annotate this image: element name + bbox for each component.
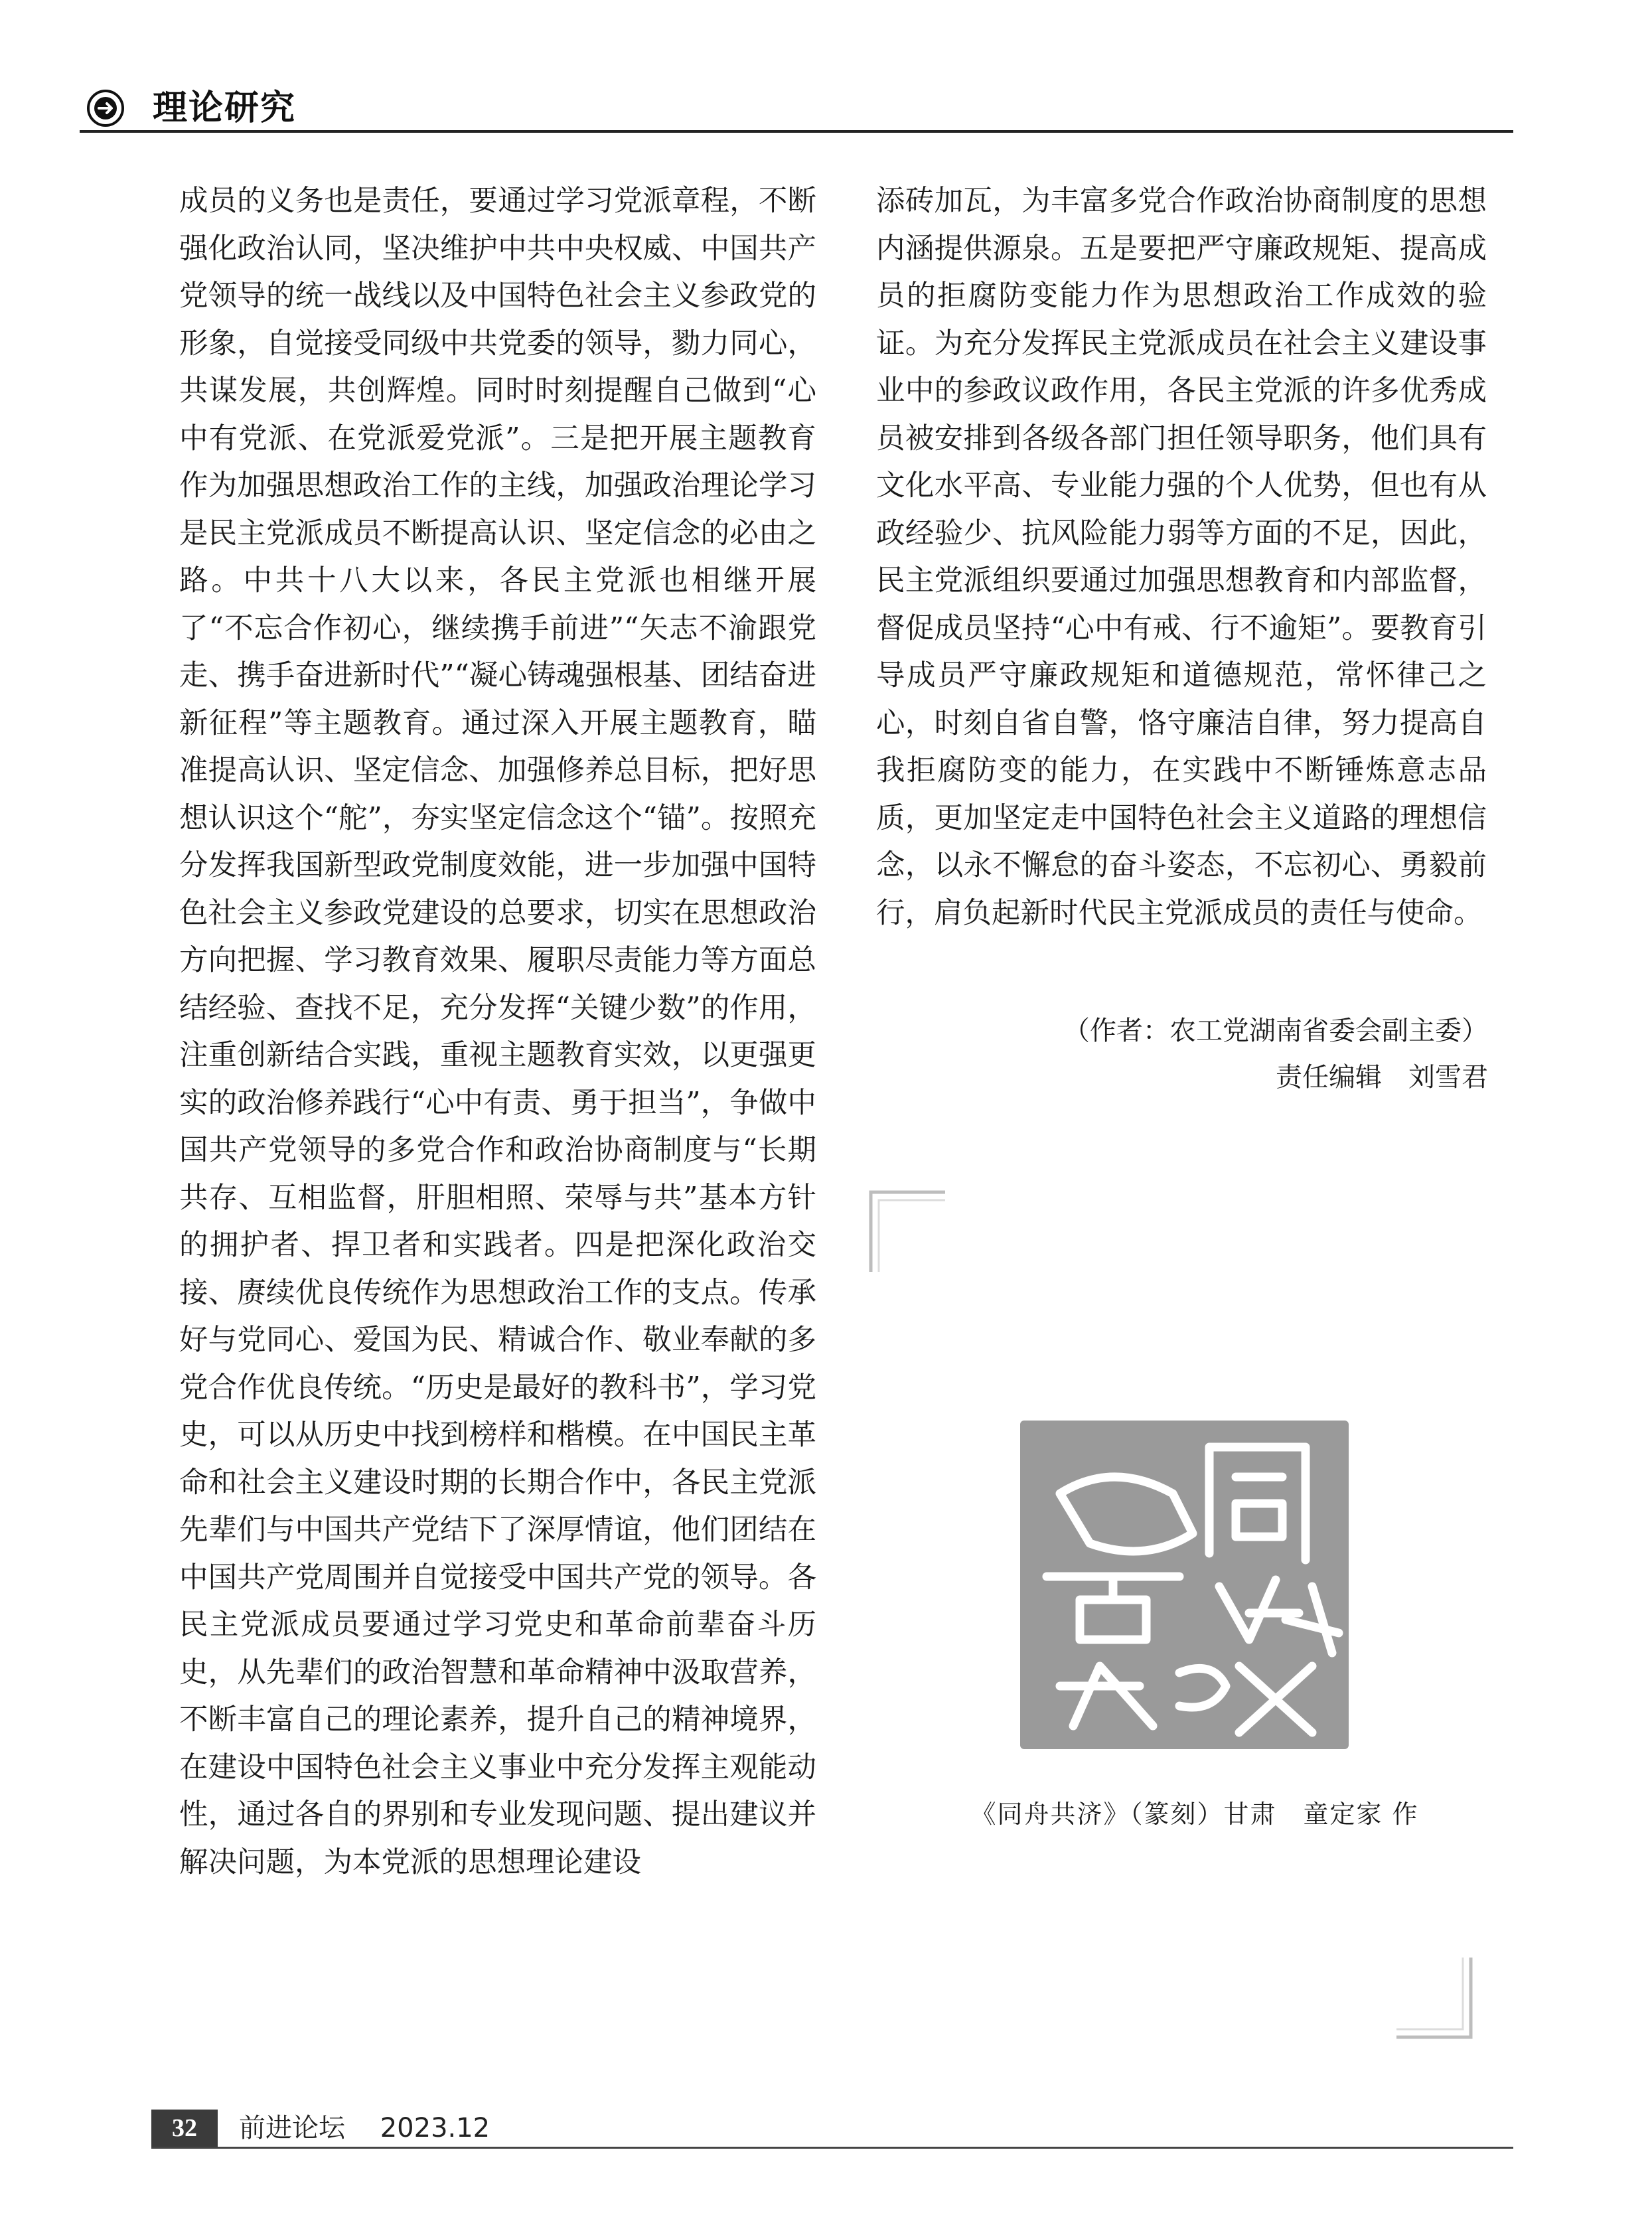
article-left-column <box>179 178 816 1887</box>
seal-carving-image <box>1020 1421 1349 1749</box>
decorative-corner-bottom-right <box>1394 1955 1473 2041</box>
artwork-caption: 《同舟共济》（篆刻）甘肃 童定家 作 <box>970 1800 1419 1829</box>
page-number: 32 <box>151 2110 218 2147</box>
article-right-column <box>876 178 1487 937</box>
editor-line: 责任编辑 刘雪君 <box>1276 1062 1488 1093</box>
left-column-text: 成员的义务也是责任，要通过学习党派章程，不断强化政治认同，坚决维护中共中央权威、中国共产党领导的统一战线以及中国特色社会主义参政党的形象，自觉接受同级中共党委的领导，勠力同心，共谋发展，共创辉煌。同时时刻提醒自己做到“心中有党派、在党派爱党派”。三是把开展主题教育作为加强思想政治工作的主线，加强政治理论学习是民主党派成员不断提高认识、坚定信念的必由之路。中共十八大以来，各民主党派也相继开展了“不忘合作初心，继续携手前进”“矢志不渝跟党走、携手奋进新时代”“凝心铸魂强根基、团结奋进新征程”等主题教育。通过深入开展主题教育，瞄准提高认识、坚定信念、加强修养总目标，把好思想认识这个“舵”，夯实坚定信念这个“锚”。按照充分发挥我国新型政党制度效能，进一步加强中国特色社会主义参政党建设的总要求，切实在思想政治方向把握、学习教育效果、履职尽责能力等方面总结经验、查找不足，充分发挥“关键少数”的作用，注重创新结合实践，重视主题教育实效，以更强更实的政治修养践行“心中有责、勇于担当”，争做中国共产党领导的多党合作和政治协商制度与“长期共存、互相监督，肝胆相照、荣辱与共”基本方针的拥护者、捍卫者和实践者。四是把深化政治交接、赓续优良传统作为思想政治工作的支点。传承好与党同心、爱国为民、精诚合作、敬业奉献的多党合作优良传统。“历史是最好的教科书”，学习党史，可以从历史中找到榜样和楷模。在中国民主革命和社会主义建设时期的长期合作中，各民主党派先辈们与中国共产党结下了深厚情谊，他们团结在中国共产党周围并自觉接受中国共产党的领导。各民主党派成员要通过学习党史和革命前辈奋斗历史，从先辈们的政治智慧和革命精神中汲取营养，不断丰富自己的理论素养，提升自己的精神境界，在建设中国特色社会主义事业中充分发挥主观能动性，通过各自的界别和专业发现问题、提出建议并解决问题，为本党派的思想理论建设 <box>179 185 816 1879</box>
issue-date: 2023.12 <box>380 2113 490 2143</box>
arrow-circle-icon <box>86 89 125 127</box>
publication-name: 前进论坛 <box>239 2113 345 2143</box>
section-title: 理论研究 <box>153 88 297 128</box>
author-line: （作者：农工党湖南省委会副主委） <box>1063 1016 1488 1046</box>
footer-publication-info <box>239 2110 516 2147</box>
header-divider <box>80 130 1513 133</box>
decorative-corner-top-left <box>868 1188 948 1274</box>
byline <box>876 1008 1488 1101</box>
page-header <box>80 85 1513 131</box>
right-column-text: 添砖加瓦，为丰富多党合作政治协商制度的思想内涵提供源泉。五是要把严守廉政规矩、提高成员的拒腐防变能力作为思想政治工作成效的验证。为充分发挥民主党派成员在社会主义建设事业中的参政议政作用，各民主党派的许多优秀成员被安排到各级各部门担任领导职务，他们具有文化水平高、专业能力强的个人优势，但也有从政经验少、抗风险能力弱等方面的不足，因此，民主党派组织要通过加强思想教育和内部监督，督促成员坚持“心中有戒、行不逾矩”。要教育引导成员严守廉政规矩和道德规范，常怀律己之心，时刻自省自警，恪守廉洁自律，努力提高自我拒腐防变的能力，在实践中不断锤炼意志品质，更加坚定走中国特色社会主义道路的理想信念，以永不懈怠的奋斗姿态，不忘初心、勇毅前行，肩负起新时代民主党派成员的责任与使命。 <box>876 185 1487 930</box>
footer-divider <box>151 2147 1513 2149</box>
